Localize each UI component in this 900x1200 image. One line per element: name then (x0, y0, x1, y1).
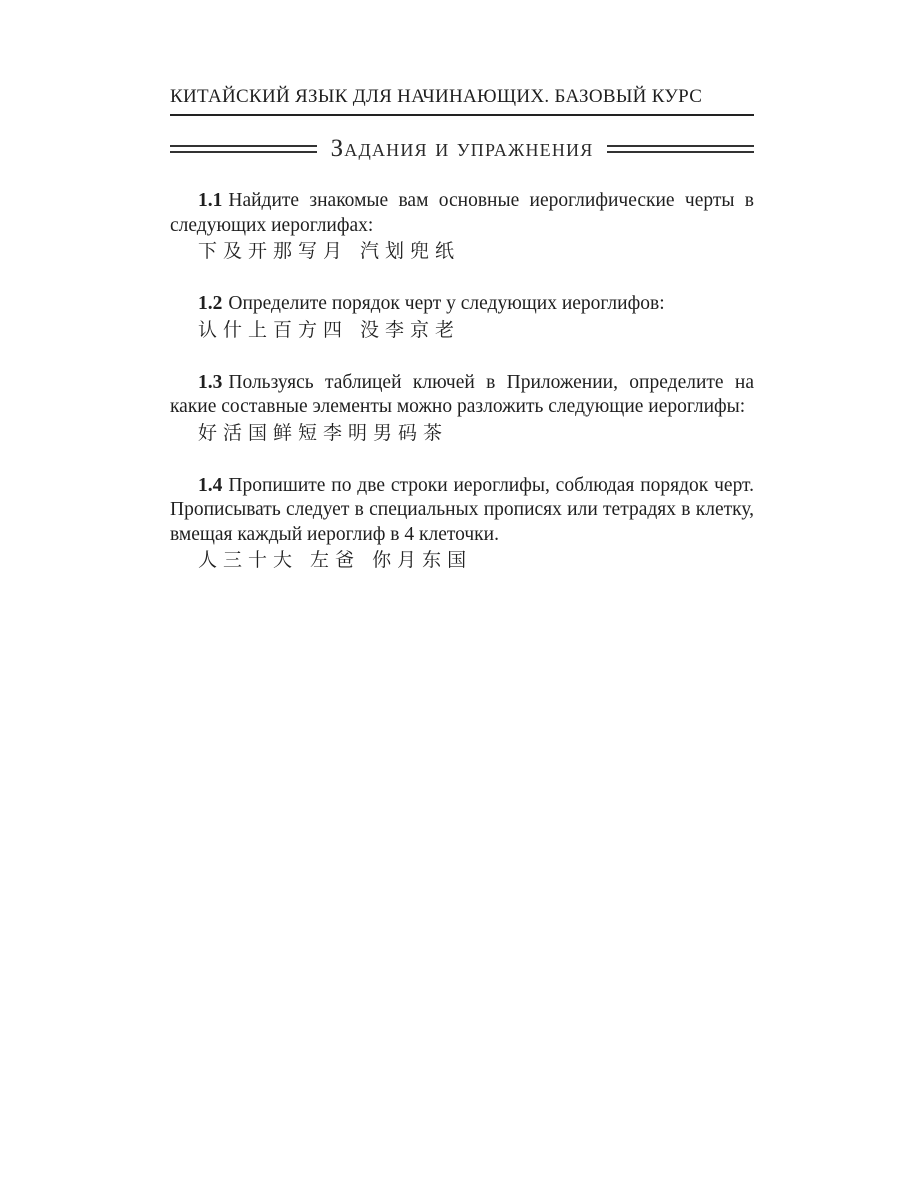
exercise-characters: 好活国鲜短李明男码茶 (198, 421, 449, 444)
page-content (170, 82, 754, 573)
exercise-text (170, 371, 754, 420)
header-rule (170, 114, 754, 116)
exercise-number: 1.4 (198, 474, 223, 496)
exercise-1-4 (170, 474, 754, 574)
section-heading (170, 134, 754, 164)
exercise-number: 1.2 (198, 293, 223, 314)
exercise-text (170, 474, 754, 548)
running-header: КИТАЙСКИЙ ЯЗЫК ДЛЯ НАЧИНАЮЩИХ. БАЗОВЫЙ КУРС (170, 86, 703, 107)
exercise-instruction: Найдите знакомые вам основные иероглифические черты в следующих иероглифах: (170, 190, 754, 236)
exercise-characters: 人三十大 左爸 你月东国 (198, 549, 473, 571)
exercise-characters: 下及开那写月 汽划兜纸 (198, 240, 461, 262)
section-rule-left (170, 145, 317, 153)
exercise-instruction: Пользуясь таблицей ключей в Приложении, определите на какие составные элементы можно разложить следующие иероглифы: (170, 371, 754, 417)
exercise-instruction: Пропишите по две строки иероглифы, соблюдая порядок черт. Прописывать следует в специальных прописях или тетрадях в клетку, вмещая каждый иероглиф в 4 клеточки. (170, 474, 754, 545)
exercise-instruction: Определите порядок черт у следующих иероглифов: (228, 293, 665, 314)
exercise-1-1 (170, 189, 754, 264)
exercise-1-3 (170, 371, 754, 446)
exercise-text (170, 292, 754, 317)
exercise-1-2 (170, 292, 754, 343)
exercise-number: 1.1 (198, 190, 223, 211)
exercise-text (170, 189, 754, 238)
section-title: Задания и упражнения (330, 135, 594, 162)
exercise-characters: 认什上百方四 没李京老 (198, 318, 461, 341)
exercise-number: 1.3 (198, 371, 223, 393)
section-rule-right (607, 145, 754, 153)
